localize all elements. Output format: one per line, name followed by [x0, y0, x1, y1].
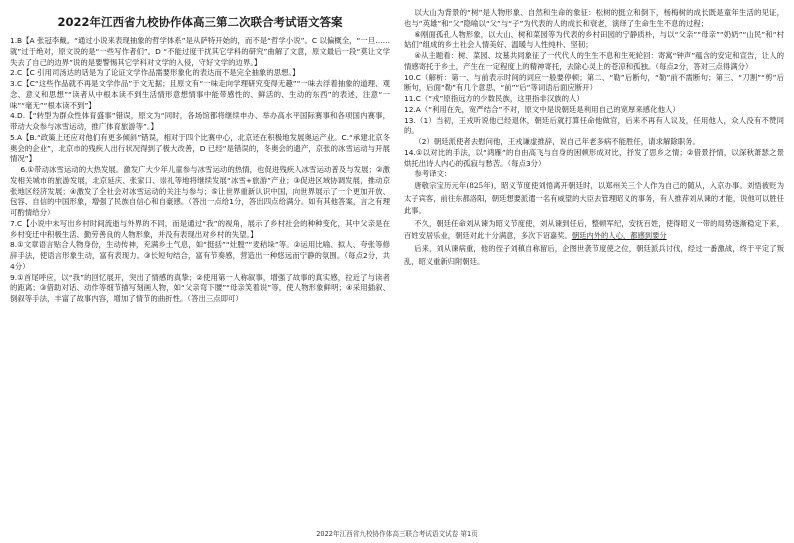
answer-5: 5.A【B.“政策上还应对他们有更多倾斜”错误，相对于四个比赛中心，北京还在积极地发展奥运产业。C.“承建北京冬奥会的企业”，北京市的残疾人出行状况得到了极大改善，D 已经”是错误的，冬奥会的遗产，京张的冰雪运动与开展情况”】 — [10, 132, 390, 164]
answer-7: 7.C【小说中未写出乡村时间流逝与外界的不同，而是通过“我”的视角，展示了乡村社会的种种变化，其中父亲是在乡村变迁中积极生活、勤劳善良的人物形象，并没有表现出对乡村的失望。】 — [10, 218, 390, 239]
answer-11: 11.C（“戎”原指远方的少数民族，这里指非汉族的人） — [404, 94, 584, 103]
translation-heading: 参考译文： — [414, 169, 452, 179]
answer-8: 8.①文章语言贴合人物身份，生动传神，充满乡土气息，如“挺括”“灶膛”“麦秸垛”等。②运用比喻、拟人、夸张等修辞手法，使语言形象生动，富有表现力。③长短句结合，富有节奏感，营造出一种悠远而宁静的氛围。（每点2分，共4分） — [10, 240, 390, 271]
document-title: 2022年江西省九校协作体高三第二次联合考试语文答案 — [57, 15, 343, 29]
answer-9-continued-3: ④从主题看：树、菜园、坟墓共同象征了一代代人的生生不息和生死轮回：寄寓“钟声”蕴含的安定和宣告，让人的情感寄托于乡土，产生在一定程度上的精神寄托，去除心灵上的苍凉和孤独。（每点2分，答对三点得满分） — [404, 51, 784, 71]
translation-paragraph-1: 唐敬宗宝历元年(825年)，昭义节度使刘悟离开朝廷时，以郑州关三个人作为自己的随从，入京办事。刘悟被贬为太子宾客，前往东都洛阳，朝廷想要派遣一名有威望的大臣去管理昭义的事务，有人推荐刘从谏的才能，说他可以胜任此事。 — [404, 181, 784, 216]
answer-9-continued-1: 以大山为背景的“树”是人物形象、自然和生命的象征：松树的挺立和倒下，杨梅树的成长既是童年生活的见证，也与“英雄”和“父”隐喻以“父”与“子”为代表的人的成长和衰老，演绎了生命生生不息的过程； — [404, 8, 784, 28]
answer-10: 10.C（解析：第一、与前表示时间的词应一般要停顿；第二、“勒”后断句，“勒”前不需断句；第三、“刀割”“剪”后断句，后面“勒”有几个意思，“前”“后”等词语后面应断开） — [404, 72, 784, 93]
left-column — [10, 8, 390, 524]
translation-paragraph-3: 后来，刘从谏病重，他的侄子刘稹自称留后，企图世袭节度使之位，朝廷派兵讨伐，经过一番激战，终于平定了叛乱，昭义重新归附朝廷。 — [404, 243, 784, 266]
answer-14: 14.①以对比的手法，以“鸿雁”的自由高飞与自身的困顿形成对比，抒发了思乡之情；②借景抒情，以深秋萧瑟之景烘托出诗人内心的孤寂与愁苦。（每点3分） — [404, 147, 784, 168]
underlined-phrase: 朝廷内外的人心，都感到要分 — [571, 231, 667, 241]
translation-paragraph-2 — [404, 218, 784, 243]
answer-4: 4.D.【“转型为群众性体育盛事”错误，原文为“同时，各场馆都将继续申办、举办高水平国际赛事和各项国内赛事，带动大众参与冰雪运动，推广体育旅游等”。】 — [10, 111, 390, 131]
answer-3: 3.C【C“这些作品就不再是文学作品”于文无据；且原文有“一味走向学理研究变得无趣”“一味去浮着抽象的道理、观念、意义和思想”“读者从中根本读不到生活情形意想情事中能带感性的、鲜活的、生动的东西”的表述，注意“一味”“毫无”“根本读不到”】 — [10, 79, 390, 110]
translation-paragraph-2-text: 不久，朝廷任命刘从谏为昭义节度使，刘从谏到任后，整顿军纪，安抚百姓，使得昭义一带的局势逐渐稳定下来，百姓安居乐业，朝廷对此十分满意，多次下诏嘉奖。 — [404, 218, 784, 241]
answer-1: 1.B【A 张冠李戴。“通过小说来表现抽象的哲学体系”是从萨特开始的，而不是“哲学小说”。C 以偏概全，“一旦……就”过于绝对，原文说的是“一些写作者们”。D “不能过度干扰其它学科的研究”曲解了文意，原文最后一段“莫让文学失去了自己的边界”说的是要警惕其它学科对文学的入侵，守好文学的边界。】 — [10, 36, 390, 67]
page-footer: 2022年江西省九校协作体高三联合考试语文试卷 第1页 — [316, 530, 478, 538]
answer-2: 2.C【C 引用司汤达的话是为了论证文学作品需要形象化的表达而不是完全抽象的思想。】 — [10, 68, 300, 78]
right-column — [404, 8, 784, 524]
answer-13-1: 13.（1）当初，王戎听说他已经退休，朝廷后就打算任命他做官，后来不再有人议及，任用他人，众人没有不赞同的。 — [404, 115, 784, 136]
answer-12: 12.A（“利用在先，宽严结合”不对，原文中是说朝廷是利用自己的宽厚来感化他人） — [404, 104, 680, 114]
answer-9-continued-2: ⑥刚面孤孔人物形象，以大山、树和菜园等为代表的乡村田园的宁静质朴，与以“父亲”“母亲”“奶奶”“山民”和“村姑们”组成的乡土社会人情美好、温暖与人性纯朴、坚韧； — [404, 29, 784, 50]
answer-9: 9.①首尾呼应，以“我”的回忆展开，突出了情感的真挚；②使用第一人称叙事，增强了故事的真实感，拉近了与读者的距离；③借助对话、动作等细节描写刻画人物，如“父亲弯下腰”“母亲笑着说”等，使人物形象鲜明；④采用插叙、倒叙等手法，丰富了故事内容，增加了情节的曲折性。（答出三点即可） — [10, 272, 390, 303]
answer-6: 6.①带动冰雪运动的大热发展。激发广大少年儿童参与冰雪运动的热情，也促进残疾人冰雪运动普及与发展；②激发相关城市的旅游发展，北京延庆、张家口、崇礼等地将继续发展“冰雪+旅游”产业；③促进区域协调发展，推动京张地区经济发展；④激发了全社会对冰雪运动的关注与参与；⑤让世界重新认识中国，向世界展示了一个更加开放、包容、自信的中国形象，增强了民族自信心和自豪感。（答出一点给1分，答出四点给满分。如有其他答案，言之有理可酌情给分） — [10, 165, 390, 217]
answer-13-2: （2）朝廷派使者去慰问他，王戎谦虚推辞，说自己年老多病不能胜任，请求解除职务。 — [414, 137, 700, 146]
